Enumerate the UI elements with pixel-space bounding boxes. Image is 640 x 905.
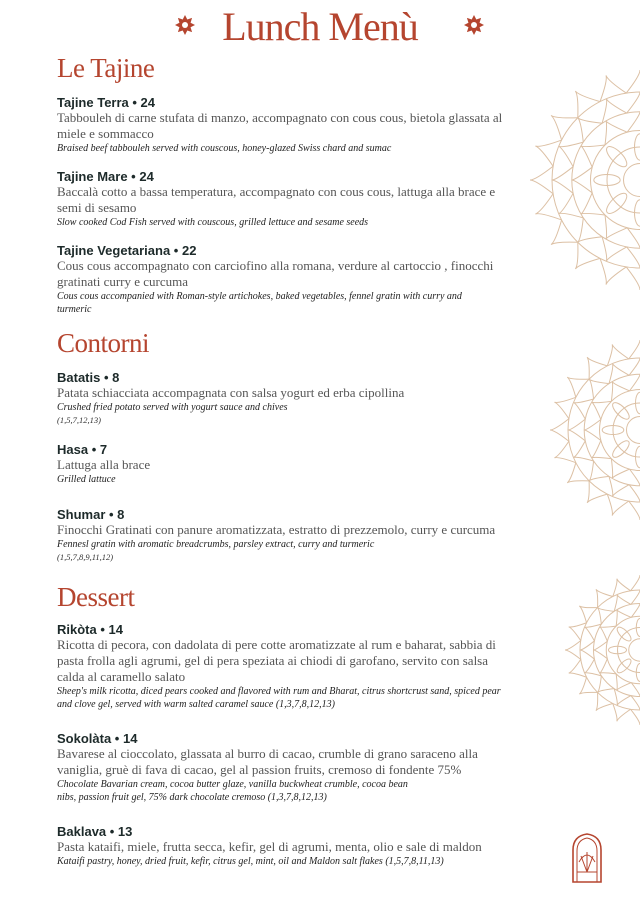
item-description: Pasta kataifi, miele, frutta secca, kefir, gel di agrumi, menta, olio e sale di maldon <box>57 839 482 854</box>
item-translation: Fennesl gratin with aromatic breadcrumbs, parsley extract, curry and turmeric <box>57 539 375 550</box>
item-name: Tajine Vegetariana • 22 <box>57 243 197 258</box>
menu-item <box>57 622 501 711</box>
menu-item <box>57 95 517 155</box>
item-translation: Kataifi pastry, honey, dried fruit, kefir, citrus gel, mint, oil and Maldon salt flakes (1,5,7,8,11,13) <box>57 856 444 867</box>
star-ornament-right-icon <box>463 14 485 36</box>
item-description: Finocchi Gratinati con panure aromatizzata, estratto di prezzemolo, curry e curcuma <box>57 522 496 537</box>
item-description: Tabbouleh di carne stufata di manzo, accompagnato con cous cous, bietola glassata al miele e sommacco <box>57 110 503 141</box>
item-allergens: (1,5,7,12,13) <box>57 415 101 425</box>
menu-item <box>57 442 517 486</box>
item-translation: Chocolate Bavarian cream, cocoa butter glaze, vanilla buckwheat crumble, cocoa bean nibs, passion fruit gel, 75% dark chocolate cremoso (1,3,7,8,12,13) <box>57 779 408 803</box>
item-translation: Slow cooked Cod Fish served with couscous, grilled lettuce and sesame seeds <box>57 217 369 228</box>
section-title-contorni: Contorni <box>57 328 150 358</box>
item-description: Lattuga alla brace <box>57 457 151 472</box>
item-name: Baklava • 13 <box>57 824 133 839</box>
item-name: Rikòta • 14 <box>57 622 123 637</box>
menu-item <box>57 824 547 868</box>
menu-item <box>57 243 517 316</box>
item-name: Tajine Mare • 24 <box>57 169 154 184</box>
item-translation: Grilled lattuce <box>57 474 116 485</box>
item-description: Bavarese al cioccolato, glassata al burro di cacao, crumble di grano saraceno alla vaniglia, gruè di fava di cacao, gel al passion fruits, cremoso di fondente 75% <box>57 746 478 777</box>
menu-item <box>57 731 507 804</box>
item-name: Tajine Terra • 24 <box>57 95 156 110</box>
menu-item <box>57 507 557 563</box>
mandala-ornament-middle <box>550 340 640 520</box>
section-title-dessert: Dessert <box>57 582 135 612</box>
item-allergens: (1,5,7,8,9,11,12) <box>57 552 114 562</box>
section-title-tajine: Le Tajine <box>57 53 155 83</box>
item-description: Ricotta di pecora, con dadolata di pere cotte aromatizzate al rum e baharat, sabbia di pasta frolla agli agrumi, gel di pera speziata ai chiodi di garofano, servito con salsa calda al caramello salato <box>57 637 496 684</box>
item-name: Hasa • 7 <box>57 442 108 457</box>
menu-item <box>57 370 527 426</box>
item-translation: Cous cous accompanied with Roman-style artichokes, baked vegetables, fennel gratin with curry and turmeric <box>57 291 462 315</box>
item-description: Baccalà cotto a bassa temperatura, accompagnato con cous cous, lattuga alla brace e semi di sesamo <box>57 184 496 215</box>
item-translation: Sheep's milk ricotta, diced pears cooked and flavored with rum and Bharat, citrus shortcrust sand, spiced pear and clove gel, served with warm salted caramel sauce (1,3,7,8,12,13) <box>57 686 501 710</box>
mandala-ornament-bottom <box>565 575 640 725</box>
arch-logo-icon <box>571 832 603 884</box>
item-translation: Crushed fried potato served with yogurt sauce and chives <box>57 402 288 413</box>
item-name: Shumar • 8 <box>57 507 125 522</box>
menu-item <box>57 169 517 229</box>
menu-title: Lunch Menù <box>222 4 418 49</box>
item-translation: Braised beef tabbouleh served with couscous, honey-glazed Swiss chard and sumac <box>57 143 392 154</box>
item-description: Patata schiacciata accompagnata con salsa yogurt ed erba cipollina <box>57 385 405 400</box>
item-description: Cous cous accompagnato con carciofino alla romana, verdure al cartoccio , finocchi gratinati curry e curcuma <box>57 258 494 289</box>
mandala-ornament-top <box>530 40 640 320</box>
item-name: Sokolàta • 14 <box>57 731 138 746</box>
item-name: Batatis • 8 <box>57 370 120 385</box>
